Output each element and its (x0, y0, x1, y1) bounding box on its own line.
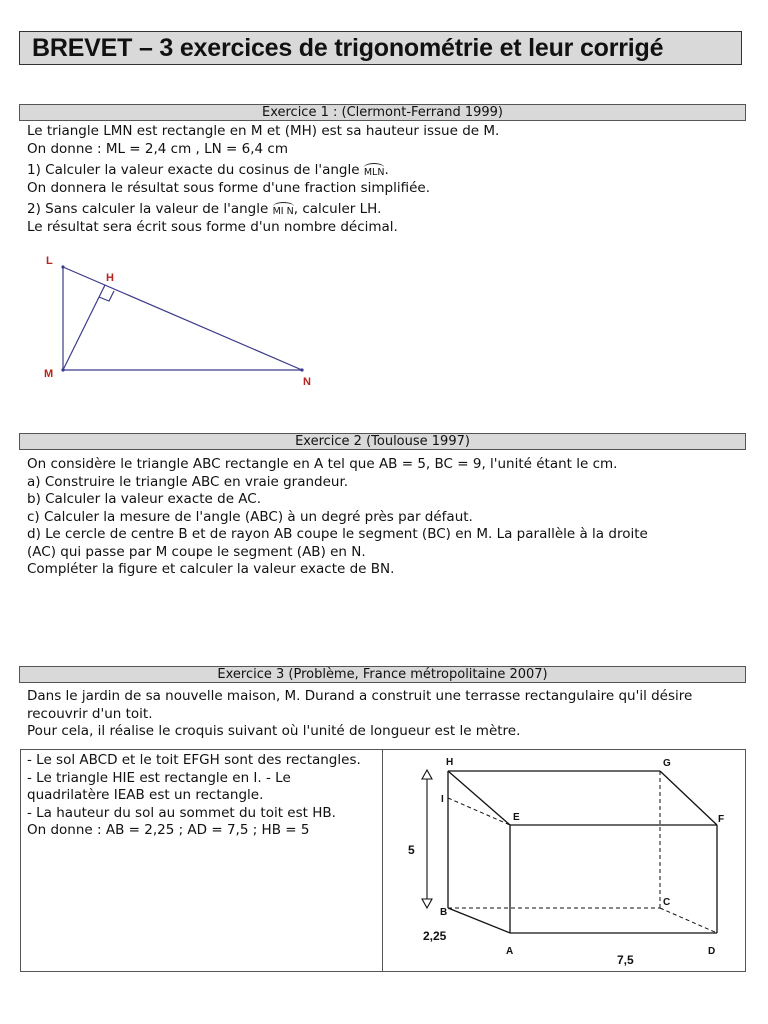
angle-mln: MLN (363, 167, 385, 178)
exercise-2-header: Exercice 2 (Toulouse 1997) (19, 433, 746, 450)
ex3-line-3: Pour cela, il réalise le croquis suivant où l'unité de longueur est le mètre. (27, 723, 521, 739)
ex1-q1-text: 1) Calculer la valeur exacte du cosinus de l'angle (27, 162, 364, 178)
label-h: H (106, 272, 114, 284)
altitude-mh (63, 285, 105, 370)
label-l: L (46, 255, 53, 267)
label-c: C (663, 897, 671, 908)
label-a: A (506, 946, 514, 957)
segment-ln (63, 267, 302, 370)
ex2-question-a: a) Construire le triangle ABC en vraie grandeur. (27, 473, 349, 490)
label-b: B (440, 907, 448, 918)
label-g: G (663, 758, 671, 769)
condition-2: - Le triangle HIE est rectangle en I. - Le quadrilatère IEAB est un rectangle. (27, 769, 291, 803)
label-m: M (44, 368, 54, 380)
ex3-line-2: recouvrir d'un toit. (27, 705, 153, 722)
exercise-3-statement (27, 688, 742, 741)
label-i: I (441, 794, 444, 805)
edge-ba (448, 908, 510, 933)
label-n: N (303, 376, 311, 388)
ex1-question-2 (27, 201, 742, 219)
angle-min: MI N (272, 206, 294, 217)
label-d: D (708, 946, 716, 957)
page-title: BREVET – 3 exercices de trigonométrie et leur corrigé (19, 31, 742, 65)
condition-3: - La hauteur du sol au sommet du toit est HB. (27, 804, 336, 821)
ex2-line-1: On considère le triangle ABC rectangle en A tel que AB = 5, BC = 9, l'unité étant le cm. (27, 456, 618, 472)
dimension-height: 5 (408, 843, 415, 857)
terrace-figure (383, 750, 745, 971)
ex2-question-d-2: (AC) qui passe par M coupe le segment (AB) en N. (27, 543, 366, 560)
dimension-ad: 7,5 (617, 953, 634, 967)
ex2-question-b: b) Calculer la valeur exacte de AC. (27, 491, 262, 507)
exercise-1-header: Exercice 1 : (Clermont-Ferrand 1999) (19, 104, 746, 121)
ex2-question-d-3: Compléter la figure et calculer la valeur exacte de BN. (27, 561, 395, 577)
exercise-2-statement (27, 456, 742, 579)
ex3-line-1: Dans le jardin de sa nouvelle maison, M. Durand a construit une terrasse rectangulaire qu'il désire (27, 688, 693, 704)
dimension-ab: 2,25 (423, 929, 447, 943)
dashed-ie (448, 798, 510, 825)
edge-eh (448, 771, 510, 825)
exercise-3-header: Exercice 3 (Problème, France métropolitaine 2007) (19, 666, 746, 683)
ex1-q2-text: 2) Sans calculer la valeur de l'angle (27, 201, 273, 217)
ex1-q2-note: Le résultat sera écrit sous forme d'un nombre décimal. (27, 218, 398, 235)
ex1-q1-end: . (384, 162, 389, 178)
ex1-line-1: Le triangle LMN est rectangle en M et (MH) est sa hauteur issue de M. (27, 123, 500, 139)
ex2-question-c: c) Calculer la mesure de l'angle (ABC) à un degré près par défaut. (27, 508, 473, 525)
label-h-roof: H (446, 757, 454, 768)
dashed-cd (660, 908, 717, 933)
edge-gf (660, 771, 717, 825)
condition-1: - Le sol ABCD et le toit EFGH sont des rectangles. (27, 752, 361, 768)
ex1-line-2: On donne : ML = 2,4 cm , LN = 6,4 cm (27, 140, 288, 157)
ex1-q1-note: On donnera le résultat sous forme d'une fraction simplifiée. (27, 179, 431, 196)
exercise-1-statement (27, 123, 742, 236)
ex1-q2-end: , calculer LH. (293, 201, 382, 217)
ex2-question-d-1: d) Le cercle de centre B et de rayon AB coupe le segment (BC) en M. La parallèle à la droite (27, 526, 648, 542)
given-values: On donne : AB = 2,25 ; AD = 7,5 ; HB = 5 (27, 822, 310, 838)
ex1-question-1 (27, 162, 742, 180)
exercise-3-table (20, 749, 746, 972)
triangle-lmn-figure (30, 250, 330, 390)
label-f: F (718, 814, 725, 825)
exercise-3-conditions (27, 752, 367, 840)
label-e: E (513, 812, 520, 823)
